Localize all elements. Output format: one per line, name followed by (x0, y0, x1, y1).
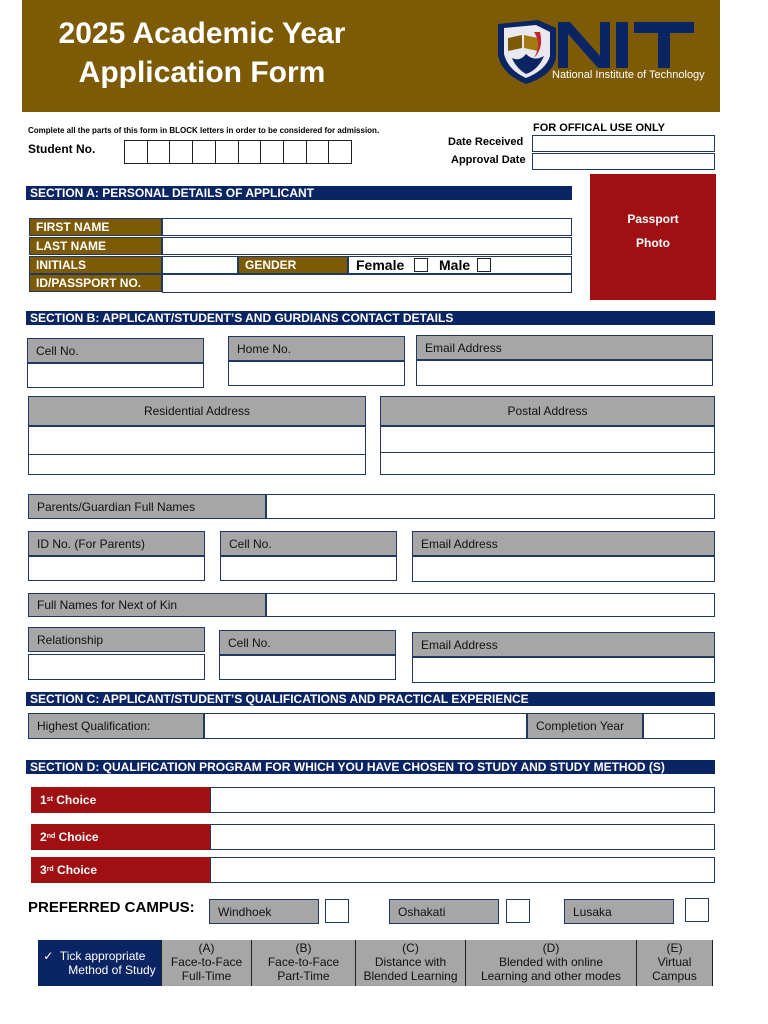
instruction-text: Complete all the parts of this form in BLOCK letters in order to be considered for admission. (28, 126, 380, 135)
tick-method-line1: ✓ Tick appropriate (43, 949, 146, 963)
student-no-digit-box[interactable] (193, 140, 216, 164)
campus-oshakati-label: Oshakati (389, 899, 499, 924)
second-choice-label: 2 nd Choice (31, 824, 210, 850)
postal-address-label: Postal Address (380, 396, 715, 426)
official-use-title: FOR OFFICAL USE ONLY (533, 122, 666, 134)
last-name-label: LAST NAME (29, 237, 162, 255)
section-b-header: SECTION B: APPLICANT/STUDENT’S AND GURDIANS CONTACT DETAILS (26, 311, 715, 325)
completion-year-label: Completion Year (527, 713, 643, 739)
method-a-line1: Face-to-Face (170, 955, 243, 969)
parents-names-label: Parents/Guardian Full Names (28, 494, 266, 519)
female-checkbox[interactable] (414, 258, 428, 272)
method-d-code: (D) (542, 941, 560, 955)
passport-photo-box[interactable] (590, 174, 716, 300)
gender-label: GENDER (238, 256, 348, 274)
method-d-line2: Learning and other modes (480, 969, 622, 983)
form-title: 2025 Academic Year Application Form (58, 17, 346, 89)
student-no-digit-box[interactable] (329, 140, 352, 164)
home-no-label: Home No. (228, 336, 405, 361)
approval-date-field[interactable] (532, 153, 715, 170)
completion-year-field[interactable] (643, 713, 715, 739)
campus-oshakati-checkbox[interactable] (506, 899, 530, 923)
tick-method-header (38, 940, 161, 986)
parent-email-label: Email Address (412, 531, 715, 556)
section-a-header: SECTION A: PERSONAL DETAILS OF APPLICANT (26, 186, 572, 200)
initials-label: INITIALS (29, 256, 162, 274)
method-c[interactable] (355, 940, 465, 986)
female-label: Female (356, 257, 405, 273)
id-passport-label: ID/PASSPORT NO. (29, 274, 162, 292)
method-c-line2: Blended Learning (363, 969, 458, 983)
student-no-digit-box[interactable] (148, 140, 171, 164)
campus-lusaka-checkbox[interactable] (685, 898, 709, 922)
campus-lusaka-label: Lusaka (564, 899, 674, 924)
method-e-code: (E) (666, 941, 683, 955)
method-e-line1: Virtual (657, 955, 692, 969)
method-a-line2: Full-Time (181, 969, 232, 983)
student-no-digit-box[interactable] (216, 140, 239, 164)
date-received-label: Date Received (448, 136, 524, 148)
email-label: Email Address (416, 335, 713, 360)
method-b[interactable] (251, 940, 355, 986)
id-passport-field[interactable] (162, 274, 572, 293)
tick-method-line2: Method of Study (68, 963, 156, 977)
parents-names-field[interactable] (266, 494, 715, 519)
home-no-field[interactable] (228, 361, 405, 386)
first-name-label: FIRST NAME (29, 218, 162, 236)
email-field[interactable] (416, 360, 713, 386)
cell-no-label: Cell No. (27, 338, 204, 363)
method-d[interactable] (465, 940, 636, 986)
male-checkbox[interactable] (477, 258, 491, 272)
date-received-field[interactable] (532, 135, 715, 152)
student-no-digit-box[interactable] (261, 140, 284, 164)
residential-address-label: Residential Address (28, 396, 366, 426)
student-no-digit-box[interactable] (307, 140, 330, 164)
student-no-digit-box[interactable] (170, 140, 193, 164)
logo-tagline: National Institute of Technology (552, 69, 705, 81)
first-name-field[interactable] (162, 218, 572, 236)
first-choice-label: 1 st Choice (31, 787, 210, 813)
initials-field[interactable] (162, 256, 238, 274)
kin-email-label: Email Address (412, 632, 715, 657)
method-b-line1: Face-to-Face (267, 955, 340, 969)
section-d-header: SECTION D: QUALIFICATION PROGRAM FOR WHICH YOU HAVE CHOSEN TO STUDY AND STUDY METHOD (S) (26, 760, 715, 774)
third-choice-field[interactable] (210, 857, 715, 883)
parent-cell-field[interactable] (220, 556, 397, 581)
preferred-campus-label: PREFERRED CAMPUS: (28, 899, 195, 916)
student-no-digit-box[interactable] (239, 140, 262, 164)
method-c-line1: Distance with (374, 955, 447, 969)
method-b-code: (B) (295, 941, 312, 955)
male-label: Male (439, 257, 471, 273)
postal-address-field[interactable] (380, 426, 715, 475)
third-choice-label: 3 rd Choice (31, 857, 210, 883)
student-no-digit-box[interactable] (284, 140, 307, 164)
second-choice-field[interactable] (210, 824, 715, 850)
method-a[interactable] (161, 940, 251, 986)
cell-no-field[interactable] (27, 363, 204, 388)
highest-qualification-field[interactable] (204, 713, 527, 739)
method-e[interactable] (636, 940, 713, 986)
method-e-line2: Campus (652, 969, 697, 983)
kin-cell-field[interactable] (219, 655, 396, 680)
highest-qualification-label: Highest Qualification: (28, 713, 204, 739)
student-no-input[interactable] (124, 140, 352, 164)
photo-label: Photo (636, 236, 670, 250)
kin-email-field[interactable] (412, 657, 715, 683)
last-name-field[interactable] (162, 237, 572, 255)
method-b-line2: Part-Time (277, 969, 330, 983)
student-no-digit-box[interactable] (124, 140, 148, 164)
section-c-header: SECTION C: APPLICANT/STUDENT’S QUALIFICATIONS AND PRACTICAL EXPERIENCE (26, 692, 715, 706)
parent-email-field[interactable] (412, 556, 715, 582)
approval-date-label: Approval Date (451, 154, 526, 166)
parent-cell-label: Cell No. (220, 531, 397, 556)
kin-cell-label: Cell No. (219, 630, 396, 655)
relationship-field[interactable] (28, 654, 205, 680)
parent-id-label: ID No. (For Parents) (28, 531, 205, 556)
parent-id-field[interactable] (28, 556, 205, 581)
method-c-code: (C) (402, 941, 419, 955)
first-choice-field[interactable] (210, 787, 715, 813)
campus-windhoek-label: Windhoek (209, 899, 319, 924)
campus-windhoek-checkbox[interactable] (325, 899, 349, 923)
method-a-code: (A) (198, 941, 215, 955)
passport-label: Passport (627, 212, 679, 226)
residential-address-field[interactable] (28, 426, 366, 475)
student-no-label: Student No. (28, 142, 96, 156)
method-d-line1: Blended with online (498, 955, 604, 969)
relationship-label: Relationship (28, 627, 205, 652)
next-of-kin-field[interactable] (266, 593, 715, 617)
next-of-kin-label: Full Names for Next of Kin (28, 593, 266, 617)
